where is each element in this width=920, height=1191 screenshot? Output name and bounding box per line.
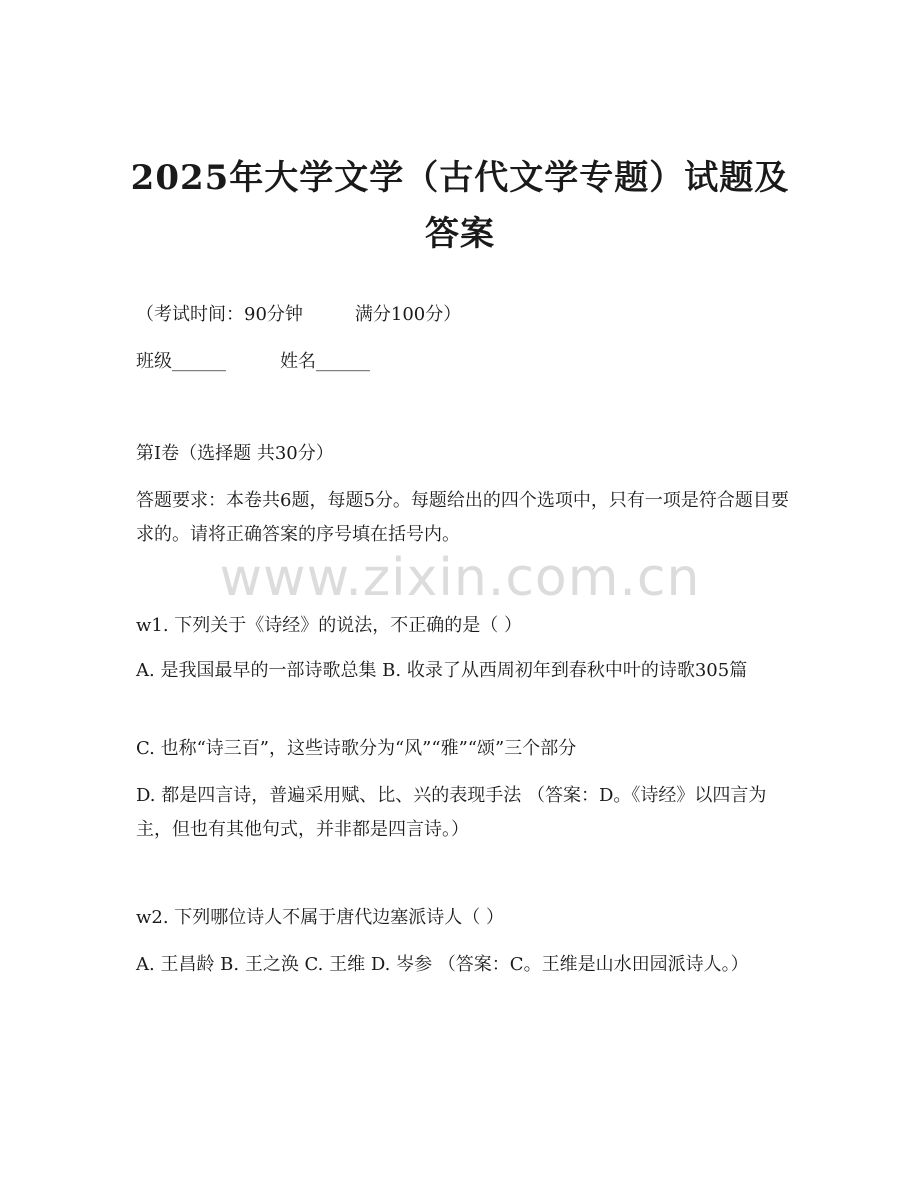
exam-info xyxy=(136,298,796,332)
instructions: 答题要求：本卷共6题，每题5分。每题给出的四个选项中，只有一项是符合题目要求的。请将正确答案的序号填在括号内。 xyxy=(136,490,789,545)
question-1-option-d: D. 都是四言诗，普遍采用赋、比、兴的表现手法 （答案：D。《诗经》以四言为主，但也有其他句式，并非都是四言诗。） xyxy=(136,785,767,840)
question-2-options: A. 王昌龄 B. 王之涣 C. 王维 D. 岑参 （答案：C。王维是山水田园派诗人。） xyxy=(136,954,749,975)
watermark: www.zixin.com.cn xyxy=(219,548,701,608)
name-field-label: 姓名______ xyxy=(280,351,370,372)
question-1-option-c: C. 也称“诗三百”，这些诗歌分为“风”“雅”“颂”三个部分 xyxy=(136,738,577,759)
question-1-stem: w1. 下列关于《诗经》的说法，不正确的是（ ） xyxy=(136,615,523,636)
exam-time: （考试时间：90分钟 xyxy=(136,304,303,325)
student-fields xyxy=(136,345,796,379)
section-title: 第I卷（选择题 共30分） xyxy=(136,443,334,464)
question-2-stem: w2. 下列哪位诗人不属于唐代边塞派诗人（ ） xyxy=(136,907,505,928)
document-title: 2025年大学文学（古代文学专题）试题及答案 xyxy=(130,158,790,254)
exam-score: 满分100分） xyxy=(354,304,462,325)
question-1-options-ab: A. 是我国最早的一部诗歌总集 B. 收录了从西周初年到春秋中叶的诗歌305篇 xyxy=(136,660,748,681)
class-field-label: 班级______ xyxy=(136,351,226,372)
